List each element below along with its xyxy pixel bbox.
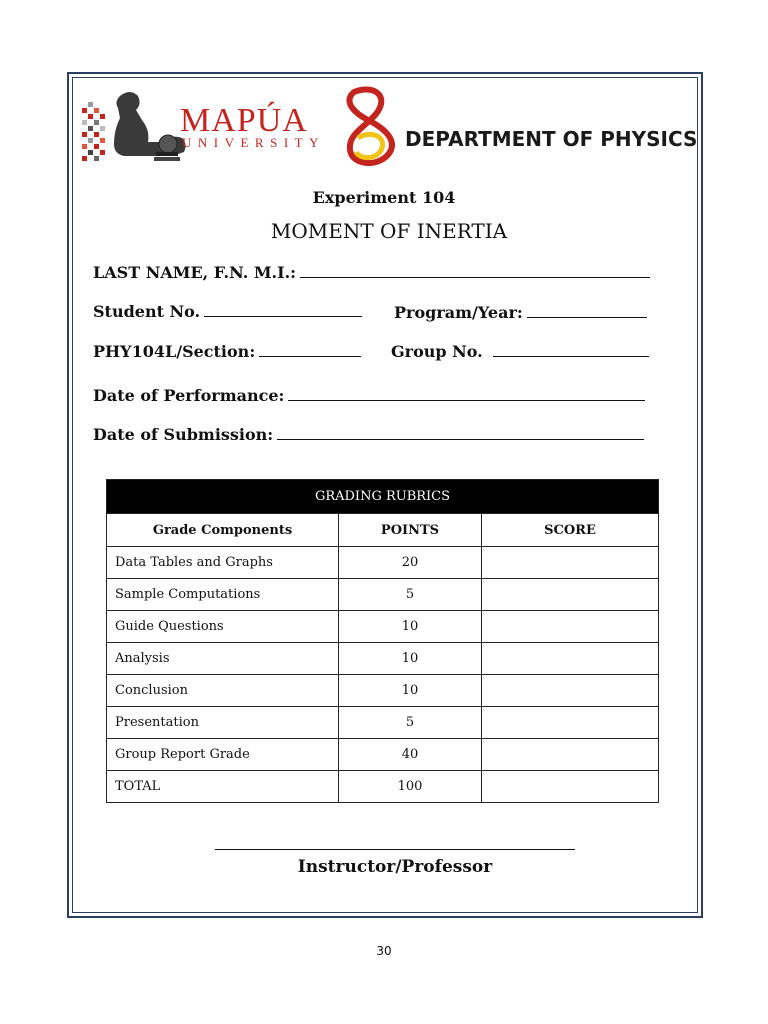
row-component: Data Tables and Graphs <box>107 547 339 579</box>
date-performance-field <box>93 385 645 406</box>
row-component: Presentation <box>107 707 339 739</box>
experiment-number: Experiment 104 <box>312 188 456 207</box>
row-points: 10 <box>339 675 482 707</box>
group-no-field <box>391 341 649 362</box>
row-score-cell[interactable] <box>482 739 659 771</box>
program-year-blank[interactable] <box>527 302 647 318</box>
group-no-blank[interactable] <box>493 341 649 357</box>
table-row <box>107 611 659 643</box>
row-points: 20 <box>339 547 482 579</box>
date-submission-blank[interactable] <box>277 424 644 440</box>
experiment-title: MOMENT OF INERTIA <box>270 219 508 243</box>
row-points: 40 <box>339 739 482 771</box>
date-submission-field <box>93 424 644 445</box>
group-no-label: Group No. <box>391 342 483 361</box>
table-row <box>107 675 659 707</box>
column-header-components: Grade Components <box>107 514 339 547</box>
section-blank[interactable] <box>259 341 361 357</box>
row-score-cell[interactable] <box>482 707 659 739</box>
row-points: 5 <box>339 707 482 739</box>
university-name: MAPÚA <box>180 102 308 139</box>
page-number: 30 <box>376 944 392 958</box>
table-row <box>107 643 659 675</box>
row-score-cell[interactable] <box>482 675 659 707</box>
table-row <box>107 579 659 611</box>
row-component: Sample Computations <box>107 579 339 611</box>
column-header-points: POINTS <box>339 514 482 547</box>
university-subtitle: UNIVERSITY <box>182 135 325 150</box>
last-name-label: LAST NAME, F.N. M.I.: <box>93 263 297 282</box>
signature-line[interactable] <box>215 849 575 850</box>
row-score-cell[interactable] <box>482 547 659 579</box>
program-year-field <box>394 302 647 323</box>
row-points: 10 <box>339 611 482 643</box>
row-component: Conclusion <box>107 675 339 707</box>
student-no-blank[interactable] <box>204 301 362 317</box>
row-points: 100 <box>339 771 482 803</box>
program-year-label: Program/Year: <box>394 303 523 322</box>
row-component: Group Report Grade <box>107 739 339 771</box>
row-component: Analysis <box>107 643 339 675</box>
row-component: Guide Questions <box>107 611 339 643</box>
row-score-cell[interactable] <box>482 643 659 675</box>
table-row <box>107 707 659 739</box>
signature-label: Instructor/Professor <box>297 857 493 877</box>
date-performance-label: Date of Performance: <box>93 386 285 405</box>
row-score-cell[interactable] <box>482 771 659 803</box>
grading-rubrics-table <box>106 479 659 803</box>
date-submission-label: Date of Submission: <box>93 425 274 444</box>
date-performance-blank[interactable] <box>288 385 645 401</box>
row-points: 5 <box>339 579 482 611</box>
row-score-cell[interactable] <box>482 579 659 611</box>
department-title: DEPARTMENT OF PHYSICS <box>405 127 698 151</box>
row-score-cell[interactable] <box>482 611 659 643</box>
student-no-label: Student No. <box>93 302 201 321</box>
last-name-blank[interactable] <box>300 262 650 278</box>
table-row <box>107 739 659 771</box>
table-row <box>107 547 659 579</box>
table-row-total <box>107 771 659 803</box>
student-no-field <box>93 301 362 322</box>
physics-dept-logo-icon <box>340 86 400 168</box>
row-component: TOTAL <box>107 771 339 803</box>
rubric-title: GRADING RUBRICS <box>107 480 659 514</box>
last-name-field <box>93 262 650 283</box>
column-header-score: SCORE <box>482 514 659 547</box>
section-label: PHY104L/Section: <box>93 342 256 361</box>
section-field <box>93 341 361 362</box>
row-points: 10 <box>339 643 482 675</box>
